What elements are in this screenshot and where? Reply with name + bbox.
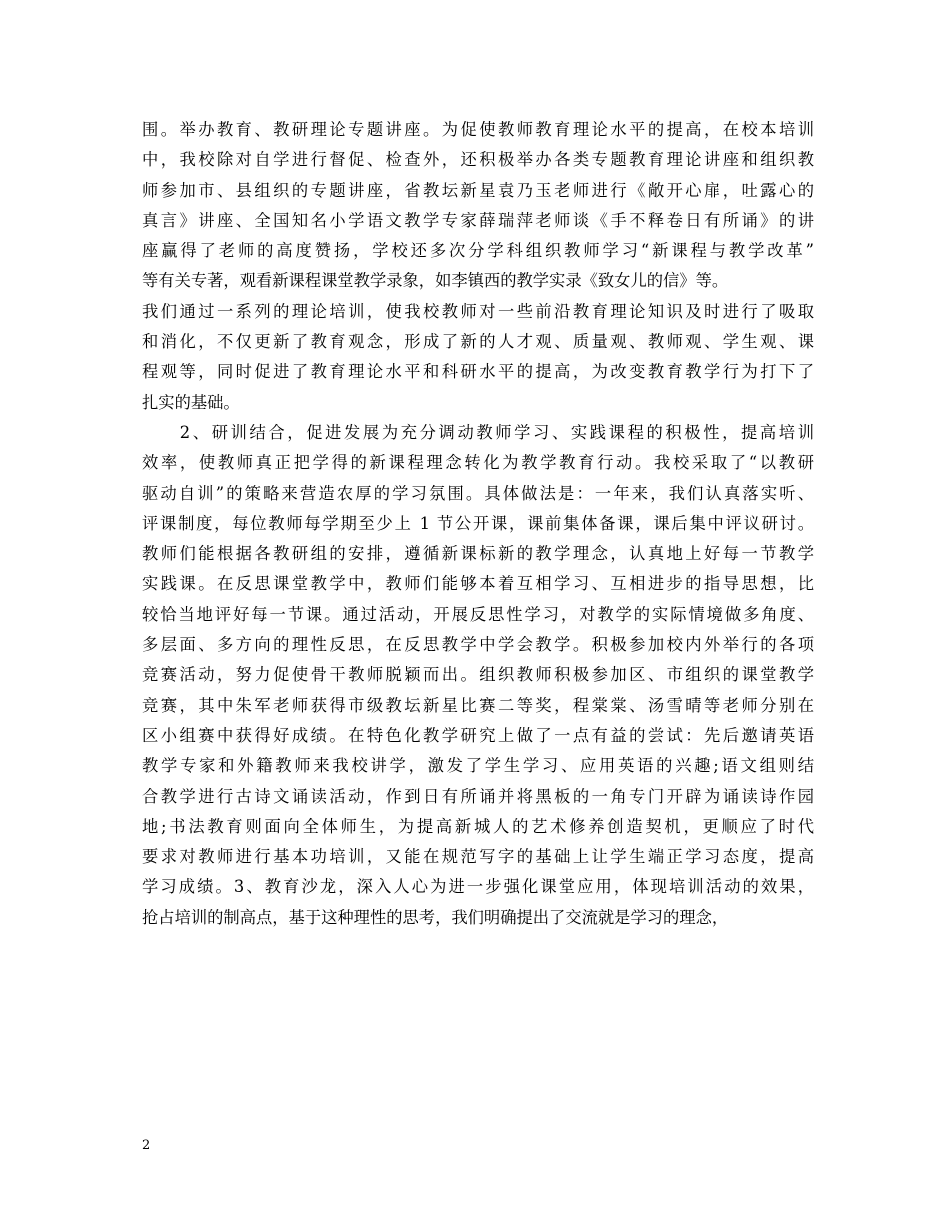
text-line: 教学专家和外籍教师来我校讲学，激发了学生学习、应用英语的兴趣;语文组则结 xyxy=(142,756,814,776)
text-line: 中，我校除对自学进行督促、检查外，还积极举办各类专题教育理论讲座和组织教 xyxy=(142,150,814,170)
text-line: 和消化，不仅更新了教育观念，形成了新的人才观、质量观、教师观、学生观、课 xyxy=(142,332,814,352)
text-line: 要求对教师进行基本功培训，又能在规范写字的基础上让学生端正学习态度，提高 xyxy=(142,847,814,867)
text-line: 驱动自训”的策略来营造农厚的学习氛围。具体做法是：一年来，我们认真落实听、 xyxy=(142,483,814,503)
text-line: 合教学进行古诗文诵读活动，作到日有所诵并将黑板的一角专门开辟为诵读诗作园 xyxy=(142,786,814,806)
text-line: 2、研训结合，促进发展为充分调动教师学习、实践课程的积极性，提高培训 xyxy=(142,422,814,442)
text-line: 多层面、多方向的理性反思，在反思教学中学会教学。积极参加校内外举行的各项 xyxy=(142,635,814,655)
text-line: 抢占培训的制高点，基于这种理性的思考，我们明确提出了交流就是学习的理念， xyxy=(142,907,729,927)
text-line: 程观等，同时促进了教育理论水平和科研水平的提高，为改变教育教学行为打下了 xyxy=(142,362,814,382)
text-line: 评课制度，每位教师每学期至少上 1 节公开课，课前集体备课，课后集中评议研讨。 xyxy=(142,513,814,533)
text-line: 等有关专著，观看新课程课堂教学录象，如李镇西的教学实录《致女儿的信》等。 xyxy=(142,271,729,291)
text-line: 我们通过一系列的理论培训，使我校教师对一些前沿教育理论知识及时进行了吸取 xyxy=(142,301,814,321)
text-line: 真言》讲座、全国知名小学语文教学专家薛瑞萍老师谈《手不释卷日有所诵》的讲 xyxy=(142,210,814,230)
text-line: 实践课。在反思课堂教学中，教师们能够本着互相学习、互相进步的指导思想，比 xyxy=(142,574,814,594)
text-line: 较恰当地评好每一节课。通过活动，开展反思性学习，对教学的实际情境做多角度、 xyxy=(142,604,814,624)
page-number: 2 xyxy=(142,1138,151,1153)
text-line: 区小组赛中获得好成绩。在特色化教学研究上做了一点有益的尝试：先后邀请英语 xyxy=(142,725,814,745)
text-line: 效率，使教师真正把学得的新课程理念转化为教学教育行动。我校采取了“以教研 xyxy=(142,453,814,473)
body-text xyxy=(142,115,814,933)
text-line: 学习成绩。3、教育沙龙，深入人心为进一步强化课堂应用，体现培训活动的效果， xyxy=(142,877,814,897)
text-line: 扎实的基础。 xyxy=(142,392,240,412)
text-line: 师参加市、县组织的专题讲座，省教坛新星袁乃玉老师进行《敞开心扉，吐露心的 xyxy=(142,180,814,200)
text-line: 竞赛，其中朱军老师获得市级教坛新星比赛二等奖，程棠棠、汤雪晴等老师分别在 xyxy=(142,695,814,715)
text-line: 竞赛活动，努力促使骨干教师脱颖而出。组织教师积极参加区、市组织的课堂教学 xyxy=(142,665,814,685)
text-line: 围。举办教育、教研理论专题讲座。为促使教师教育理论水平的提高，在校本培训 xyxy=(142,120,814,139)
text-line: 座赢得了老师的高度赞扬，学校还多次分学科组织教师学习“新课程与教学改革” xyxy=(142,241,814,261)
text-line: 教师们能根据各教研组的安排，遵循新课标新的教学理念，认真地上好每一节教学 xyxy=(142,544,814,564)
text-line: 地;书法教育则面向全体师生，为提高新城人的艺术修养创造契机，更顺应了时代 xyxy=(142,816,814,836)
